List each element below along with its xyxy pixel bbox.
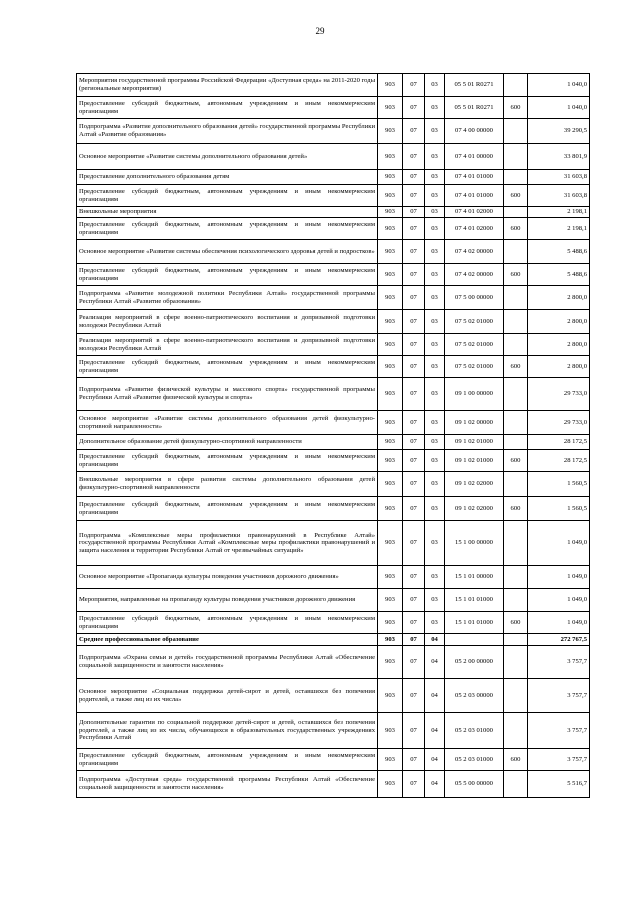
target-article-code: 05 5 01 R0271 — [445, 97, 504, 119]
row-name: Предоставление субсидий бюджетным, автономным учреждениям и иным некоммерческим организациям — [77, 497, 378, 521]
table-row — [77, 713, 590, 749]
ministry-code: 903 — [378, 497, 403, 521]
table-row — [77, 589, 590, 612]
subsection-code: 04 — [425, 771, 445, 798]
row-name: Подпрограмма «Развитие молодежной политики Республики Алтай» государственной программы Республики Алтай «Развитие образования» — [77, 286, 378, 310]
subsection-code: 03 — [425, 334, 445, 356]
section-code: 07 — [403, 286, 425, 310]
expense-type-code: 600 — [504, 612, 528, 634]
amount: 2 198,1 — [528, 218, 590, 240]
section-code: 07 — [403, 521, 425, 566]
target-article-code: 05 5 00 00000 — [445, 771, 504, 798]
row-name: Предоставление субсидий бюджетным, автономным учреждениям и иным некоммерческим организациям — [77, 264, 378, 286]
expense-type-code: 600 — [504, 497, 528, 521]
expense-type-code — [504, 119, 528, 144]
amount: 1 049,0 — [528, 566, 590, 589]
row-name: Предоставление субсидий бюджетным, автономным учреждениям и иным некоммерческим организациям — [77, 612, 378, 634]
table-row — [77, 119, 590, 144]
table-row — [77, 97, 590, 119]
expense-type-code — [504, 170, 528, 185]
ministry-code: 903 — [378, 170, 403, 185]
subsection-code: 03 — [425, 74, 445, 97]
section-code: 07 — [403, 378, 425, 411]
ministry-code: 903 — [378, 207, 403, 218]
subsection-code: 03 — [425, 185, 445, 207]
section-code: 07 — [403, 713, 425, 749]
row-name: Внешкольные мероприятия в сфере развития системы дополнительного образования детей физкультурно-спортивной направленности — [77, 472, 378, 497]
ministry-code: 903 — [378, 450, 403, 472]
amount: 272 767,5 — [528, 634, 590, 646]
ministry-code: 903 — [378, 521, 403, 566]
table-row — [77, 679, 590, 713]
section-code: 07 — [403, 497, 425, 521]
ministry-code: 903 — [378, 97, 403, 119]
amount: 1 560,5 — [528, 497, 590, 521]
page-number: 29 — [315, 26, 325, 36]
target-article-code: 09 1 00 00000 — [445, 378, 504, 411]
section-code: 07 — [403, 472, 425, 497]
row-name: Предоставление дополнительного образования детям — [77, 170, 378, 185]
subsection-code: 04 — [425, 646, 445, 679]
expense-type-code: 600 — [504, 749, 528, 771]
table-row — [77, 521, 590, 566]
target-article-code: 07 4 01 02000 — [445, 207, 504, 218]
expense-type-code — [504, 521, 528, 566]
target-article-code: 07 4 00 00000 — [445, 119, 504, 144]
expense-type-code — [504, 435, 528, 450]
expense-type-code — [504, 378, 528, 411]
subsection-code: 04 — [425, 679, 445, 713]
expense-type-code — [504, 74, 528, 97]
amount: 39 290,5 — [528, 119, 590, 144]
row-name: Дополнительные гарантии по социальной поддержке детей-сирот и детей, оставшихся без попечения родителей, а также лиц из их числа, обучающихся в образовательных государственных учреждениях Республики Алтай — [77, 713, 378, 749]
row-name: Основное мероприятие «Пропаганда культуры поведения участников дорожного движения» — [77, 566, 378, 589]
subsection-code: 03 — [425, 411, 445, 435]
expense-type-code: 600 — [504, 264, 528, 286]
row-name: Дополнительное образование детей физкультурно-спортивной направленности — [77, 435, 378, 450]
amount: 29 733,0 — [528, 378, 590, 411]
row-name: Основное мероприятие «Развитие системы дополнительного образования детей физкультурно-спортивной направленности» — [77, 411, 378, 435]
amount: 29 733,0 — [528, 411, 590, 435]
subsection-code: 03 — [425, 310, 445, 334]
subsection-code: 03 — [425, 378, 445, 411]
row-name: Мероприятия государственной программы Российской Федерации «Доступная среда» на 2011-2020 годы (региональные мероприятия) — [77, 74, 378, 97]
expense-type-code: 600 — [504, 185, 528, 207]
ministry-code: 903 — [378, 713, 403, 749]
subsection-code: 04 — [425, 713, 445, 749]
table-row — [77, 310, 590, 334]
target-article-code: 09 1 02 01000 — [445, 435, 504, 450]
table-row — [77, 646, 590, 679]
ministry-code: 903 — [378, 286, 403, 310]
expense-type-code — [504, 646, 528, 679]
ministry-code: 903 — [378, 646, 403, 679]
ministry-code: 903 — [378, 356, 403, 378]
amount: 1 049,0 — [528, 589, 590, 612]
subsection-code: 03 — [425, 170, 445, 185]
section-code: 07 — [403, 679, 425, 713]
expense-type-code: 600 — [504, 356, 528, 378]
section-code: 07 — [403, 589, 425, 612]
ministry-code: 903 — [378, 185, 403, 207]
row-name: Предоставление субсидий бюджетным, автономным учреждениям и иным некоммерческим организациям — [77, 749, 378, 771]
row-name: Реализация мероприятий в сфере военно-патриотического воспитания и допризывной подготовки молодежи Республики Алтай — [77, 334, 378, 356]
subsection-code: 03 — [425, 450, 445, 472]
expense-type-code — [504, 679, 528, 713]
section-code: 07 — [403, 646, 425, 679]
section-code: 07 — [403, 119, 425, 144]
ministry-code: 903 — [378, 218, 403, 240]
table-row — [77, 286, 590, 310]
target-article-code: 09 1 02 02000 — [445, 497, 504, 521]
section-code: 07 — [403, 411, 425, 435]
subsection-code: 03 — [425, 356, 445, 378]
target-article-code: 15 1 01 00000 — [445, 566, 504, 589]
row-name: Мероприятия, направленные на пропаганду культуры поведения участников дорожного движения — [77, 589, 378, 612]
table-row — [77, 612, 590, 634]
target-article-code: 15 1 01 01000 — [445, 589, 504, 612]
ministry-code: 903 — [378, 679, 403, 713]
row-name: Предоставление субсидий бюджетным, автономным учреждениям и иным некоммерческим организациям — [77, 185, 378, 207]
subsection-code: 03 — [425, 144, 445, 170]
expense-type-code — [504, 310, 528, 334]
amount: 2 800,0 — [528, 286, 590, 310]
subsection-code: 03 — [425, 497, 445, 521]
row-name: Предоставление субсидий бюджетным, автономным учреждениям и иным некоммерческим организациям — [77, 97, 378, 119]
table-row — [77, 634, 590, 646]
subsection-code: 03 — [425, 521, 445, 566]
amount: 2 198,1 — [528, 207, 590, 218]
amount: 5 516,7 — [528, 771, 590, 798]
expense-type-code — [504, 472, 528, 497]
expense-type-code — [504, 334, 528, 356]
table-row — [77, 411, 590, 435]
ministry-code: 903 — [378, 566, 403, 589]
subsection-code: 03 — [425, 264, 445, 286]
amount: 1 040,0 — [528, 97, 590, 119]
subsection-code: 03 — [425, 97, 445, 119]
row-name: Предоставление субсидий бюджетным, автономным учреждениям и иным некоммерческим организациям — [77, 450, 378, 472]
target-article-code: 05 2 00 00000 — [445, 646, 504, 679]
section-code: 07 — [403, 264, 425, 286]
section-code: 07 — [403, 334, 425, 356]
subsection-code: 03 — [425, 472, 445, 497]
ministry-code: 903 — [378, 144, 403, 170]
section-code: 07 — [403, 771, 425, 798]
subsection-code: 04 — [425, 749, 445, 771]
row-name: Предоставление субсидий бюджетным, автономным учреждениям и иным некоммерческим организациям — [77, 218, 378, 240]
section-code: 07 — [403, 450, 425, 472]
table-row — [77, 356, 590, 378]
amount: 1 040,0 — [528, 74, 590, 97]
expense-type-code — [504, 566, 528, 589]
section-code: 07 — [403, 218, 425, 240]
section-code: 07 — [403, 749, 425, 771]
amount: 1 049,0 — [528, 521, 590, 566]
subsection-code: 03 — [425, 589, 445, 612]
target-article-code: 07 4 01 02000 — [445, 218, 504, 240]
row-name: Предоставление субсидий бюджетным, автономным учреждениям и иным некоммерческим организациям — [77, 356, 378, 378]
section-code: 07 — [403, 207, 425, 218]
table-row — [77, 378, 590, 411]
row-name: Подпрограмма «Охрана семьи и детей» государственной программы Республики Алтай «Обеспечение социальной защищенности и занятости населения» — [77, 646, 378, 679]
target-article-code: 07 4 01 01000 — [445, 170, 504, 185]
table-row — [77, 450, 590, 472]
section-code: 07 — [403, 310, 425, 334]
expense-type-code — [504, 411, 528, 435]
subsection-code: 03 — [425, 435, 445, 450]
budget-table — [76, 73, 590, 798]
section-code: 07 — [403, 185, 425, 207]
target-article-code: 07 5 02 01000 — [445, 310, 504, 334]
table-row — [77, 74, 590, 97]
table-row — [77, 334, 590, 356]
row-name: Реализация мероприятий в сфере военно-патриотического воспитания и допризывной подготовки молодежи Республики Алтай — [77, 310, 378, 334]
target-article-code: 07 5 00 00000 — [445, 286, 504, 310]
target-article-code: 05 2 03 01000 — [445, 713, 504, 749]
expense-type-code — [504, 589, 528, 612]
expense-type-code: 600 — [504, 218, 528, 240]
expense-type-code — [504, 286, 528, 310]
target-article-code: 09 1 02 01000 — [445, 450, 504, 472]
target-article-code: 07 5 02 01000 — [445, 334, 504, 356]
target-article-code: 05 2 03 01000 — [445, 749, 504, 771]
expense-type-code — [504, 771, 528, 798]
ministry-code: 903 — [378, 310, 403, 334]
table-row — [77, 264, 590, 286]
table-row — [77, 566, 590, 589]
amount: 5 488,6 — [528, 264, 590, 286]
section-code: 07 — [403, 170, 425, 185]
section-code: 07 — [403, 634, 425, 646]
subsection-code: 03 — [425, 240, 445, 264]
expense-type-code — [504, 634, 528, 646]
target-article-code: 07 5 02 01000 — [445, 356, 504, 378]
table-row — [77, 144, 590, 170]
ministry-code: 903 — [378, 612, 403, 634]
section-code: 07 — [403, 612, 425, 634]
section-code: 07 — [403, 74, 425, 97]
row-name: Внешкольные мероприятия — [77, 207, 378, 218]
row-name: Подпрограмма «Развитие физической культуры и массового спорта» государственной программы Республики Алтай «Развитие физической культуры и спорта» — [77, 378, 378, 411]
table-row — [77, 771, 590, 798]
expense-type-code — [504, 240, 528, 264]
table-row — [77, 185, 590, 207]
target-article-code: 07 4 01 00000 — [445, 144, 504, 170]
target-article-code: 09 1 02 00000 — [445, 411, 504, 435]
amount: 3 757,7 — [528, 646, 590, 679]
row-name: Основное мероприятие «Социальная поддержка детей-сирот и детей, оставшихся без попечения родителей, а также лиц из их числа» — [77, 679, 378, 713]
row-name: Подпрограмма «Комплексные меры профилактики правонарушений в Республике Алтай» государственной программы Республики Алтай «Комплексные меры профилактики правонарушений и защита населения и территории Республики Алтай от чрезвычайных ситуаций» — [77, 521, 378, 566]
row-name: Основное мероприятие «Развитие системы обеспечения психологического здоровья детей и подростков» — [77, 240, 378, 264]
target-article-code: 07 4 02 00000 — [445, 264, 504, 286]
amount: 1 049,0 — [528, 612, 590, 634]
section-code: 07 — [403, 240, 425, 264]
target-article-code — [445, 634, 504, 646]
expense-type-code — [504, 207, 528, 218]
expense-type-code — [504, 713, 528, 749]
target-article-code: 05 2 03 00000 — [445, 679, 504, 713]
amount: 1 560,5 — [528, 472, 590, 497]
ministry-code: 903 — [378, 74, 403, 97]
ministry-code: 903 — [378, 240, 403, 264]
ministry-code: 903 — [378, 634, 403, 646]
expense-type-code — [504, 144, 528, 170]
table-row — [77, 240, 590, 264]
ministry-code: 903 — [378, 264, 403, 286]
amount: 2 800,0 — [528, 310, 590, 334]
ministry-code: 903 — [378, 771, 403, 798]
target-article-code: 15 1 00 00000 — [445, 521, 504, 566]
table-row — [77, 749, 590, 771]
subsection-code: 03 — [425, 566, 445, 589]
row-name: Подпрограмма «Развитие дополнительного образования детей» государственной программы Республики Алтай «Развитие образования» — [77, 119, 378, 144]
section-code: 07 — [403, 566, 425, 589]
amount: 2 800,0 — [528, 356, 590, 378]
subsection-code: 04 — [425, 634, 445, 646]
table-row — [77, 207, 590, 218]
target-article-code: 07 4 02 00000 — [445, 240, 504, 264]
ministry-code: 903 — [378, 334, 403, 356]
ministry-code: 903 — [378, 749, 403, 771]
ministry-code: 903 — [378, 435, 403, 450]
section-code: 07 — [403, 356, 425, 378]
target-article-code: 07 4 01 01000 — [445, 185, 504, 207]
amount: 2 800,0 — [528, 334, 590, 356]
table-row — [77, 435, 590, 450]
subsection-code: 03 — [425, 119, 445, 144]
amount: 31 603,8 — [528, 185, 590, 207]
table-row — [77, 218, 590, 240]
section-code: 07 — [403, 97, 425, 119]
amount: 3 757,7 — [528, 749, 590, 771]
amount: 5 488,6 — [528, 240, 590, 264]
ministry-code: 903 — [378, 411, 403, 435]
amount: 31 603,8 — [528, 170, 590, 185]
section-code: 07 — [403, 144, 425, 170]
subsection-code: 03 — [425, 286, 445, 310]
target-article-code: 15 1 01 01000 — [445, 612, 504, 634]
amount: 28 172,5 — [528, 450, 590, 472]
ministry-code: 903 — [378, 589, 403, 612]
amount: 3 757,7 — [528, 679, 590, 713]
table-row — [77, 472, 590, 497]
subsection-code: 03 — [425, 218, 445, 240]
subsection-code: 03 — [425, 612, 445, 634]
row-name: Основное мероприятие «Развитие системы дополнительного образования детей» — [77, 144, 378, 170]
table-row — [77, 497, 590, 521]
ministry-code: 903 — [378, 472, 403, 497]
subsection-code: 03 — [425, 207, 445, 218]
amount: 3 757,7 — [528, 713, 590, 749]
target-article-code: 05 5 01 R0271 — [445, 74, 504, 97]
section-code: 07 — [403, 435, 425, 450]
table-row — [77, 170, 590, 185]
expense-type-code: 600 — [504, 97, 528, 119]
ministry-code: 903 — [378, 119, 403, 144]
expense-type-code: 600 — [504, 450, 528, 472]
row-name: Среднее профессиональное образование — [77, 634, 378, 646]
target-article-code: 09 1 02 02000 — [445, 472, 504, 497]
amount: 33 801,9 — [528, 144, 590, 170]
amount: 28 172,5 — [528, 435, 590, 450]
row-name: Подпрограмма «Доступная среда» государственной программы Республики Алтай «Обеспечение социальной защищенности и занятости населения» — [77, 771, 378, 798]
ministry-code: 903 — [378, 378, 403, 411]
